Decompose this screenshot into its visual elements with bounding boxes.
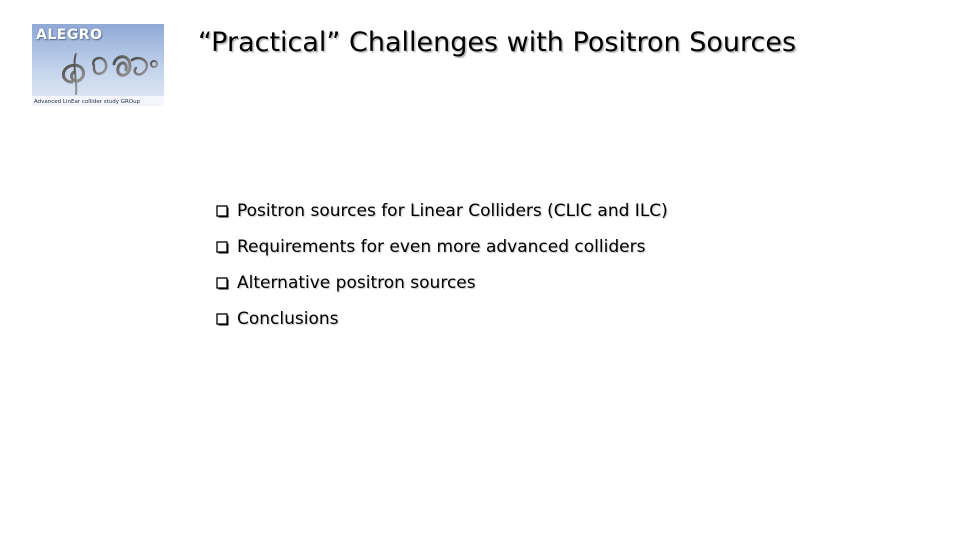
bullet-item: [216, 193, 668, 229]
logo-wordmark: ALEGRO: [36, 27, 103, 43]
bullet-text: Conclusions: [237, 309, 339, 329]
bullet-item: [216, 265, 668, 301]
bullet-text: Alternative positron sources: [237, 273, 476, 293]
bullet-text: Positron sources for Linear Colliders (CLIC and ILC): [237, 201, 668, 221]
bullet-item: [216, 229, 668, 265]
hollow-square-bullet-icon: [216, 312, 230, 326]
bullet-list: [216, 193, 668, 337]
alegro-logo: [32, 24, 164, 106]
bullet-text: Requirements for even more advanced colliders: [237, 237, 646, 257]
slide-title: “Practical” Challenges with Positron Sources: [198, 27, 797, 58]
logo-tagline: Advanced LinEar collider study GROup: [34, 99, 141, 105]
hollow-square-bullet-icon: [216, 240, 230, 254]
hollow-square-bullet-icon: [216, 276, 230, 290]
bullet-item: [216, 301, 668, 337]
hollow-square-bullet-icon: [216, 204, 230, 218]
